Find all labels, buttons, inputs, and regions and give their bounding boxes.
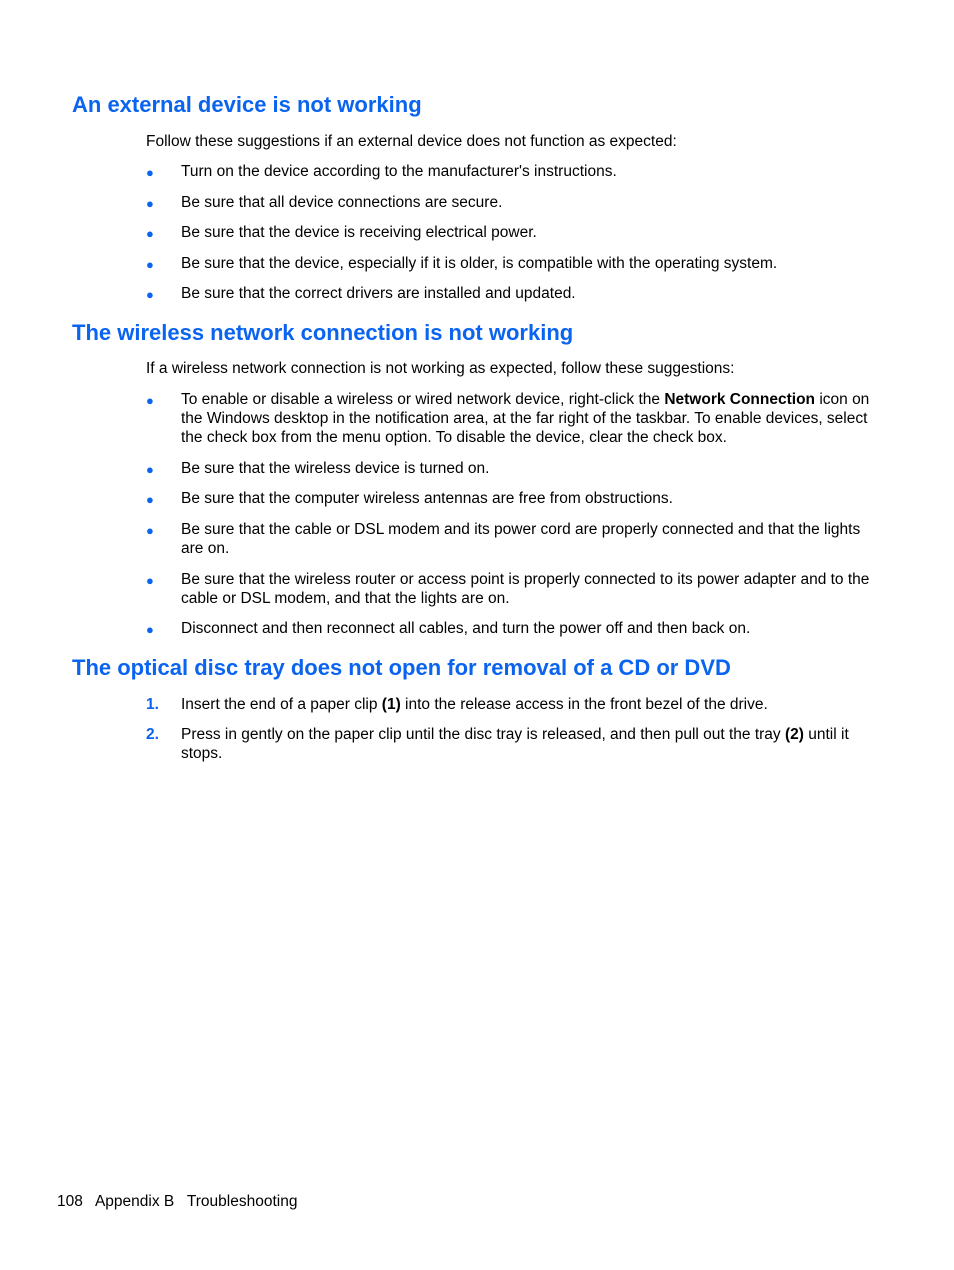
list-item-text-part: icon on the Windows desktop in the notification area, at the far right of the taskbar. To enable devices, select the check box from the menu option. To disable the device, clear the check box. — [181, 391, 870, 446]
bullet-icon: ● — [146, 226, 154, 241]
callout-label: (2) — [785, 726, 804, 743]
page-footer — [57, 1192, 297, 1211]
list-item-text: Disconnect and then reconnect all cables, and turn the power off and then back on. — [181, 620, 751, 637]
list-item — [146, 254, 871, 273]
step-text-part: Insert the end of a paper clip — [181, 696, 382, 713]
list-item-text: Be sure that the correct drivers are installed and updated. — [181, 285, 576, 302]
callout-label: (1) — [381, 696, 401, 713]
footer-chapter: Troubleshooting — [186, 1193, 298, 1210]
bullet-icon: ● — [146, 196, 154, 211]
bullet-icon: ● — [146, 492, 154, 507]
list-item-text: Be sure that the wireless router or access point is properly connected to its power adapter and to the cable or DSL modem, and that the lights are on. — [181, 571, 870, 607]
page-number: 108 — [57, 1193, 83, 1210]
step-text — [181, 725, 871, 763]
bullet-icon: ● — [146, 462, 154, 477]
list-item — [146, 520, 871, 558]
list-item-text: Be sure that the computer wireless antennas are free from obstructions. — [181, 490, 673, 507]
bullet-icon: ● — [146, 622, 154, 637]
bullet-icon: ● — [146, 393, 154, 408]
section-heading-optical-disc-tray: The optical disc tray does not open for removal of a CD or DVD — [72, 655, 731, 680]
bullet-icon: ● — [146, 523, 154, 538]
list-item — [146, 284, 871, 303]
list-item-text: Be sure that the device, especially if it is older, is compatible with the operating system. — [181, 255, 778, 272]
list-item-text: Be sure that the wireless device is turned on. — [181, 460, 490, 477]
list-item-text: Turn on the device according to the manufacturer's instructions. — [181, 163, 617, 180]
list-item — [146, 162, 871, 181]
list-item — [146, 459, 871, 478]
step-text-part: until it stops. — [181, 726, 849, 762]
step-number: 1. — [146, 696, 159, 713]
list-item — [146, 489, 871, 508]
step-number: 2. — [146, 726, 159, 743]
section-heading-external-device: An external device is not working — [72, 92, 422, 117]
list-item-text: Be sure that the cable or DSL modem and its power cord are properly connected and that the lights are on. — [181, 521, 861, 557]
list-item — [146, 570, 871, 608]
list-item-text-part: To enable or disable a wireless or wired network device, right-click the — [181, 391, 665, 408]
section-intro: If a wireless network connection is not working as expected, follow these suggestions: — [146, 360, 735, 377]
section-intro: Follow these suggestions if an external device does not function as expected: — [146, 133, 677, 150]
list-item-text: Be sure that the device is receiving electrical power. — [181, 224, 537, 241]
bullet-icon: ● — [146, 573, 154, 588]
bullet-icon: ● — [146, 257, 154, 272]
list-item-text — [181, 390, 871, 447]
list-item-text: Be sure that all device connections are secure. — [181, 194, 503, 211]
list-item — [146, 193, 871, 212]
numbered-step — [146, 725, 871, 763]
bullet-icon: ● — [146, 287, 154, 302]
step-text-part: Press in gently on the paper clip until the disc tray is released, and then pull out the tray — [181, 726, 785, 743]
list-item — [146, 390, 871, 447]
list-item — [146, 619, 871, 638]
footer-appendix: Appendix B — [94, 1193, 175, 1210]
section-heading-wireless-connection: The wireless network connection is not working — [72, 320, 574, 345]
list-item — [146, 223, 871, 242]
step-text — [181, 695, 871, 714]
network-connection-term: Network Connection — [664, 391, 816, 408]
bullet-icon: ● — [146, 165, 154, 180]
step-text-part: into the release access in the front bezel of the drive. — [400, 696, 768, 713]
numbered-step — [146, 695, 871, 714]
